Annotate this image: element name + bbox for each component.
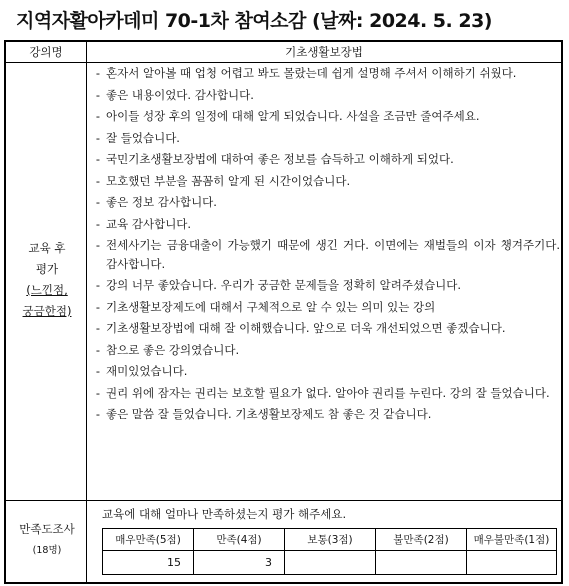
satisfaction-prompt: 교육에 대해 얼마나 만족하셨는지 평가 해주세요. [102, 507, 347, 521]
survey-table [4, 40, 563, 584]
header-lecture-label: 강의명 [29, 45, 63, 59]
page-title: 지역자활아카데미 70-1차 참여소감 (날짜: 2024. 5. 23) [16, 10, 492, 32]
list-item: - 좋은 내용이었다. 감사합니다. [95, 87, 254, 102]
rating-header: 보통(3점) [285, 529, 376, 551]
list-item: - 재미있었습니다. [95, 364, 188, 378]
rating-count [467, 551, 556, 574]
satisfaction-table [102, 528, 557, 575]
evaluation-label-line3: (느낀점, [26, 283, 68, 297]
header-lecture-name: 기초생활보장법 [285, 45, 363, 59]
rating-count [285, 551, 376, 574]
rating-count: 3 [194, 551, 285, 574]
rating-count: 15 [103, 551, 194, 574]
list-item: - 기초생활보장법에 대해 잘 이해했습니다. 앞으로 더욱 개선되었으면 좋겠습니다. [95, 321, 506, 335]
satisfaction-label [6, 520, 88, 560]
list-item: - 기초생활보장제도에 대해서 구체적으로 알 수 있는 의미 있는 강의 [95, 299, 436, 314]
evaluation-label-line4: 궁금한점) [22, 304, 72, 318]
feedback-list [90, 64, 560, 427]
list-item: - 좋은 정보 감사합니다. [95, 195, 217, 209]
list-item: - 강의 너무 좋았습니다. 우리가 궁금한 문제들을 정확히 알려주셨습니다. [95, 278, 462, 292]
list-item: - 권리 위에 잠자는 권리는 보호할 필요가 없다. 알아야 권리를 누린다. 강의 잘 들었습니다. [95, 385, 550, 400]
list-item: - 국민기초생활보장법에 대하여 좋은 정보를 습득하고 이해하게 되었다. [95, 152, 454, 166]
evaluation-label-line2: 평가 [35, 262, 59, 276]
rating-header: 불만족(2점) [376, 529, 467, 551]
rating-count [376, 551, 467, 574]
list-item: - 혼자서 알아볼 때 업청 어렵고 봐도 몰랐는데 쉽게 설명해 주셔서 이해하기 쉬웠다. [95, 66, 517, 80]
respondent-count: (18명) [32, 545, 62, 556]
list-item: - 아이들 성장 후의 일정에 대해 알게 되었습니다. 사설을 조금만 줄여주세요. [95, 109, 480, 123]
satisfaction-label-text: 만족도조사 [19, 522, 75, 536]
evaluation-label [6, 238, 88, 322]
list-item: - 좋은 말씀 잘 들었습니다. 기초생활보장제도 참 좋은 것 같습니다. [95, 407, 432, 421]
list-item: - 교육 감사합니다. [95, 216, 192, 231]
list-item: - 참으로 좋은 강의였습니다. [95, 342, 240, 357]
section-divider [6, 500, 561, 501]
list-item: - 전세사기는 금융대출이 가능했기 때문에 생긴 거다. 이면에는 재벌들의 이자 챙겨주기다. 감사합니다. [95, 238, 560, 271]
list-item: - 잘 들었습니다. [95, 130, 180, 145]
rating-header: 매우만족(5점) [103, 529, 194, 551]
rating-header: 매우불만족(1점) [467, 529, 556, 551]
rating-header: 만족(4점) [194, 529, 285, 551]
list-item: - 모호했던 부분을 꼼꼼히 알게 된 시간이었습니다. [95, 173, 351, 188]
evaluation-label-line1: 교육 후 [28, 241, 66, 255]
